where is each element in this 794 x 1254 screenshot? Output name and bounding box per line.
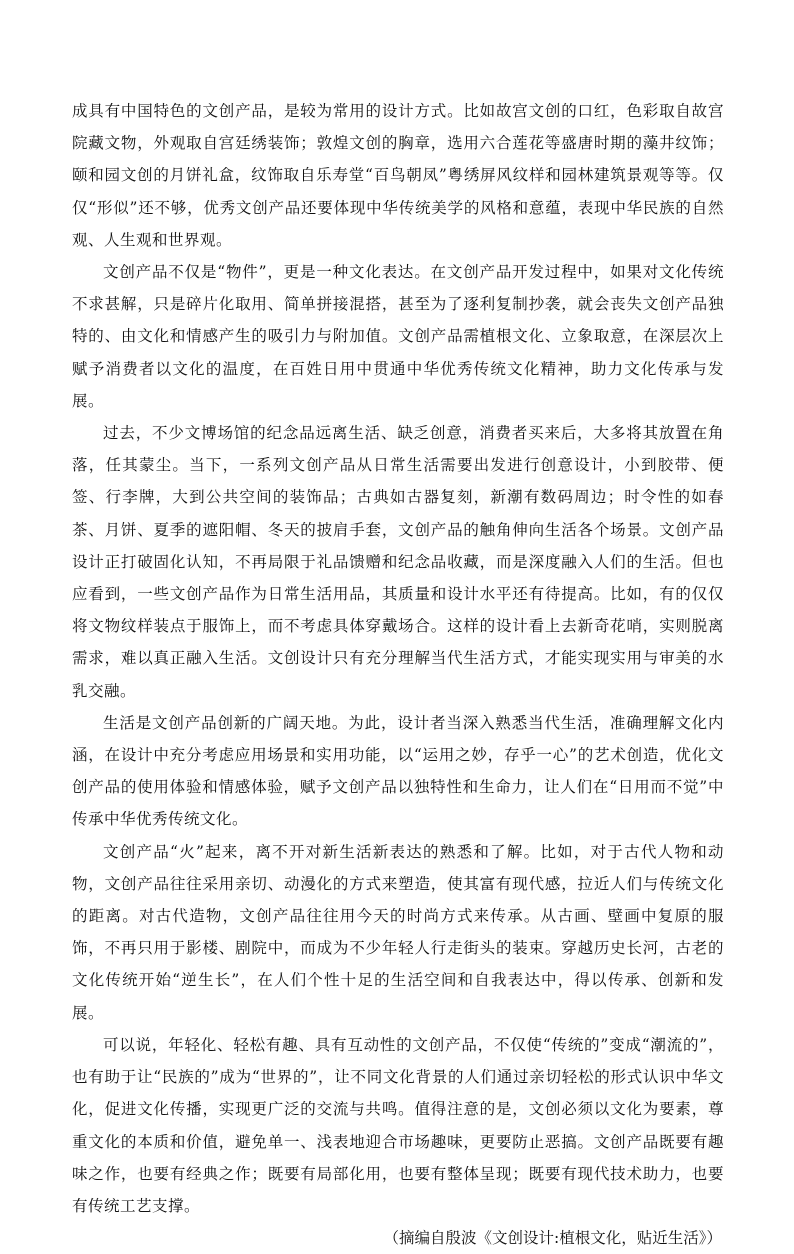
paragraph-5: 文创产品“火”起来，离不开对新生活新表达的熟悉和了解。比如，对于古代人物和动物，文创产品往往采用亲切、动漫化的方式来塑造，使其富有现代感，拉近人们与传统文化的距离。对古代造物，文创产品往往用今天的时尚方式来传承。从古画、壁画中复原的服饰，不再只用于影楼、剧院中，而成为不少年轻人行走街头的装束。穿越历史长河，古老的文化传统开始“逆生长”，在人们个性十足的生活空间和自我表达中，得以传承、创新和发展。 [72, 842, 724, 1022]
paragraph-4: 生活是文创产品创新的广阔天地。为此，设计者当深入熟悉当代生活，准确理解文化内涵，在设计中充分考虑应用场景和实用功能，以“运用之妙，存乎一心”的艺术创造，优化文创产品的使用体验和情感体验，赋予文创产品以独特性和生命力，让人们在“日用而不觉”中传承中华优秀传统文化。 [72, 713, 724, 829]
article-body [72, 95, 724, 1254]
paragraph-1: 成具有中国特色的文创产品，是较为常用的设计方式。比如故宫文创的口红，色彩取自故宫院藏文物，外观取自宫廷绣装饰；敦煌文创的胸章，选用六合莲花等盛唐时期的藻井纹饰；颐和园文创的月饼礼盒，纹饰取自乐寿堂“百鸟朝凤”粤绣屏风纹样和园林建筑景观等等。仅仅“形似”还不够，优秀文创产品还要体现中华传统美学的风格和意蕴，表现中华民族的自然观、人生观和世界观。 [72, 102, 724, 249]
paragraph-2: 文创产品不仅是“物件”，更是一种文化表达。在文创产品开发过程中，如果对文化传统不求甚解，只是碎片化取用、简单拼接混搭，甚至为了逐利复制抄袭，就会丧失文创产品独特的、由文化和情感产生的吸引力与附加值。文创产品需植根文化、立象取意，在深层次上赋予消费者以文化的温度，在百姓日用中贯通中华优秀传统文化精神，助力文化传承与发展。 [72, 263, 724, 410]
paragraph-3: 过去，不少文博场馆的纪念品远离生活、缺乏创意，消费者买来后，大多将其放置在角落，任其蒙尘。当下，一系列文创产品从日常生活需要出发进行创意设计，小到胶带、便签、行李牌，大到公共空间的装饰品；古典如古器复刻，新潮有数码周边；时令性的如春茶、月饼、夏季的遮阳帽、冬天的披肩手套，文创产品的触角伸向生活各个场景。文创产品设计正打破固化认知，不再局限于礼品馈赠和纪念品收藏，而是深度融入人们的生活。但也应看到，一些文创产品作为日常生活用品，其质量和设计水平还有待提高。比如，有的仅仅将文物纹样装点于服饰上，而不考虑具体穿戴场合。这样的设计看上去新奇花哨，实则脱离需求，难以真正融入生活。文创设计只有充分理解当代生活方式，才能实现实用与审美的水乳交融。 [72, 424, 724, 700]
source-citation: （摘编自殷波《文创设计:植根文化，贴近生活》） [383, 1229, 722, 1248]
paragraph-6: 可以说，年轻化、轻松有趣、具有互动性的文创产品，不仅使“传统的”变成“潮流的”，也有助于让“民族的”成为“世界的”，让不同文化背景的人们通过亲切轻松的形式认识中华文化，促进文化传播，实现更广泛的交流与共鸣。值得注意的是，文创必须以文化为要素，尊重文化的本质和价值，避免单一、浅表地迎合市场趣味，更要防止恶搞。文创产品既要有趣味之作，也要有经典之作；既要有局部化用，也要有整体呈现；既要有现代技术助力，也要有传统工艺支撑。 [72, 1035, 724, 1215]
